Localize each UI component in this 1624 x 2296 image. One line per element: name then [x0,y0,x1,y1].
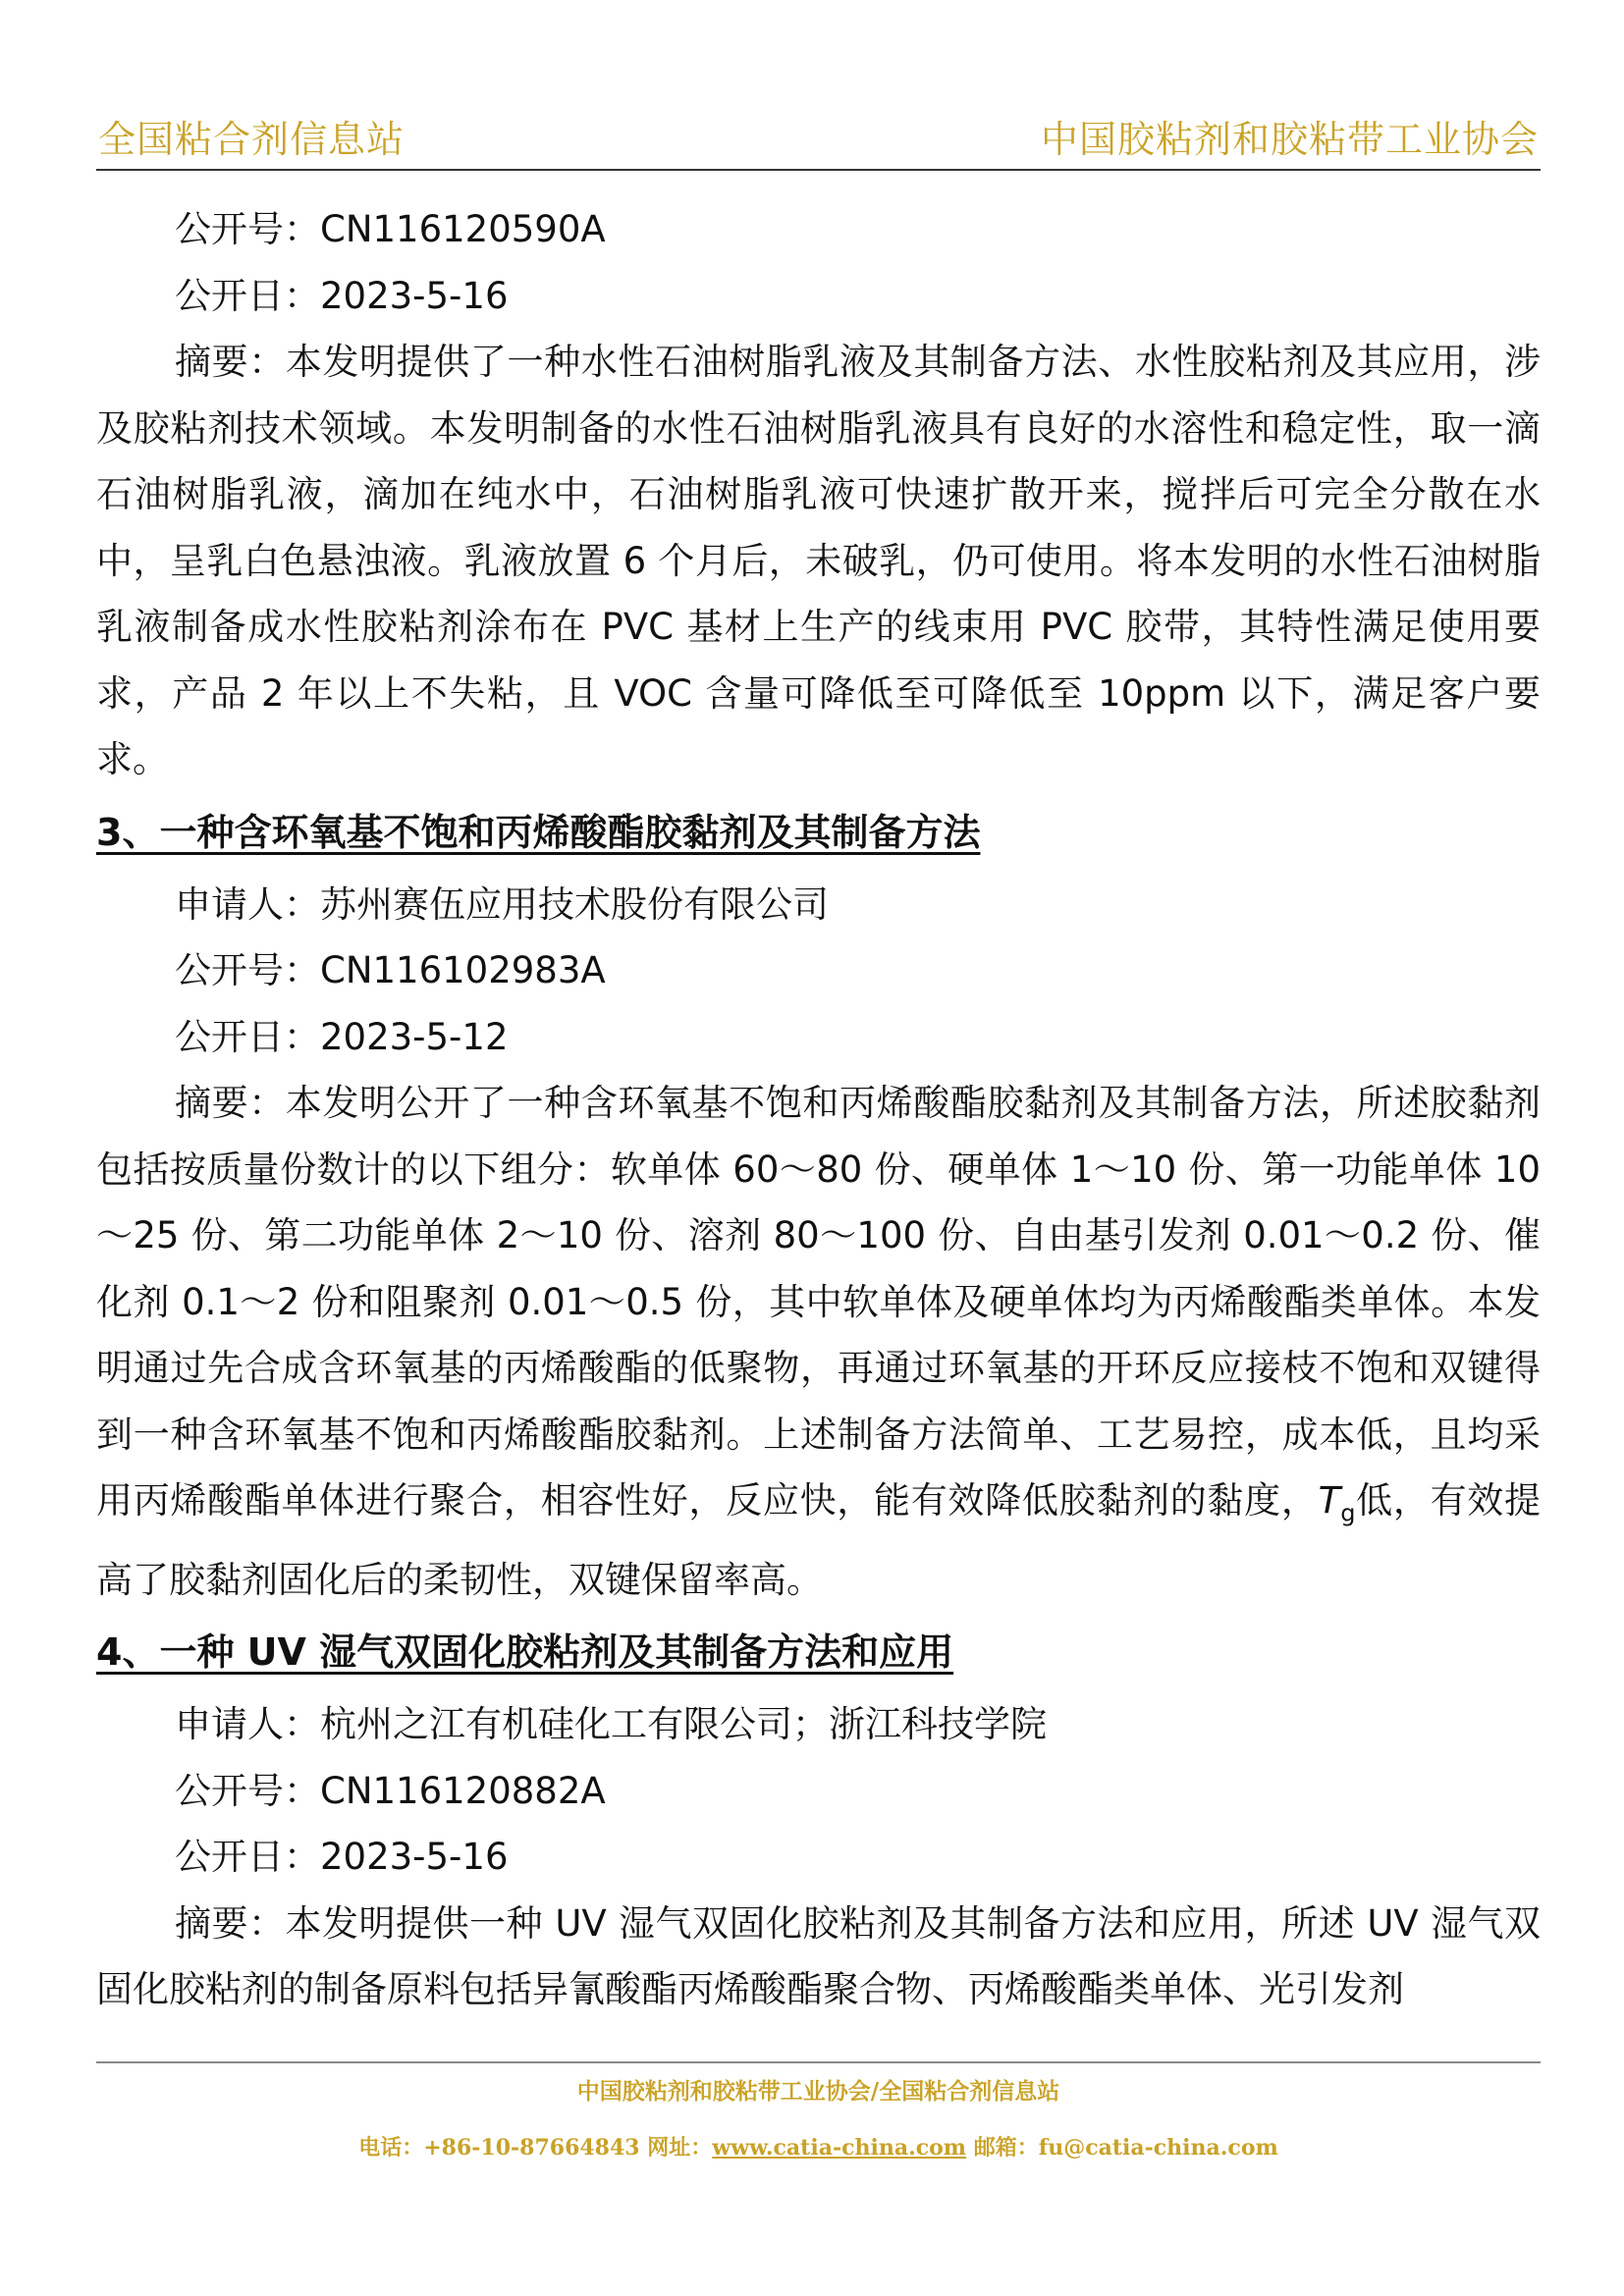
tg-symbol: T [1318,1479,1341,1522]
page-header [96,110,1541,171]
footer-org: 中国胶粘剂和胶粘带工业协会/全国粘合剂信息站 [576,2078,1060,2105]
item3-pub-no: 公开号：CN116102983A [175,949,606,991]
document-body [96,196,1541,2023]
header-left-title: 全国粘合剂信息站 [98,118,406,161]
item3-title: 3、一种含环氧基不饱和丙烯酸酯胶黏剂及其制备方法 [96,810,981,854]
footer-phone: 电话：+86-10-87664843 网址： [358,2135,713,2161]
footer-contact [96,2131,1541,2162]
page-footer [96,2061,1541,2162]
item4-title: 4、一种 UV 湿气双固化胶粘剂及其制备方法和应用 [96,1630,954,1675]
footer-email: 邮箱：fu@catia-china.com [966,2135,1278,2161]
item2-pub-no: 公开号：CN116120590A [175,208,606,250]
item2-pub-date: 公开日：2023-5-16 [175,274,509,317]
item4-applicant: 申请人：杭州之江有机硅化工有限公司；浙江科技学院 [175,1703,1047,1746]
item4-pub-date: 公开日：2023-5-16 [175,1836,509,1879]
footer-website-link[interactable]: www.catia-china.com [712,2135,967,2161]
item4-abstract: 摘要：本发明提供一种 UV 湿气双固化胶粘剂及其制备方法和应用，所述 UV 湿气双固化胶粘剂的制备原料包括异氰酸酯丙烯酸酯聚合物、丙烯酸酯类单体、光引发剂 [96,1901,1541,2011]
item3-applicant: 申请人：苏州赛伍应用技术股份有限公司 [175,882,829,926]
item3-pub-date: 公开日：2023-5-12 [175,1015,509,1058]
item2-abstract: 摘要：本发明提供了一种水性石油树脂乳液及其制备方法、水性胶粘剂及其应用，涉及胶粘剂技术领域。本发明制备的水性石油树脂乳液具有良好的水溶性和稳定性，取一滴石油树脂乳液，滴加在纯水中，石油树脂乳液可快速扩散开来，搅拌后可完全分散在水中，呈乳白色悬浊液。乳液放置 6 个月后，未破乳，仍可使用。将本发明的水性石油树脂乳液制备成水性胶粘剂涂布在 PVC 基材上生产的线束用 PVC 胶带，其特性满足使用要求，产品 2 年以上不失粘，且 VOC 含量可降低至可降低至 10ppm 以下，满足客户要求。 [96,341,1541,780]
item4-pub-no: 公开号：CN116120882A [175,1769,606,1812]
item3-abstract: 摘要：本发明公开了一种含环氧基不饱和丙烯酸酯胶黏剂及其制备方法，所述胶黏剂包括按质量份数计的以下组分：软单体 60～80 份、硬单体 1～10 份、第一功能单体 10～25 份、第二功能单体 2～10 份、溶剂 80～100 份、自由基引发剂 0.01～0.2 份、催化剂 0.1～2 份和阻聚剂 0.01～0.5 份，其中软单体及硬单体均为丙烯酸酯类单体。本发明通过先合成含环氧基的丙烯酸酯的低聚物，再通过环氧基的开环反应接枝不饱和双键得到一种含环氧基不饱和丙烯酸酯胶黏剂。上述制备方法简单、工艺易控，成本低，且均采用丙烯酸酯单体进行聚合，相容性好，反应快，能有效降低胶黏剂的黏度，$T_g$低，有效提高了胶黏剂固化后的柔韧性，双键保留率高。 [96,1082,1542,1601]
header-right-title: 中国胶粘剂和胶粘带工业协会 [1040,118,1539,161]
